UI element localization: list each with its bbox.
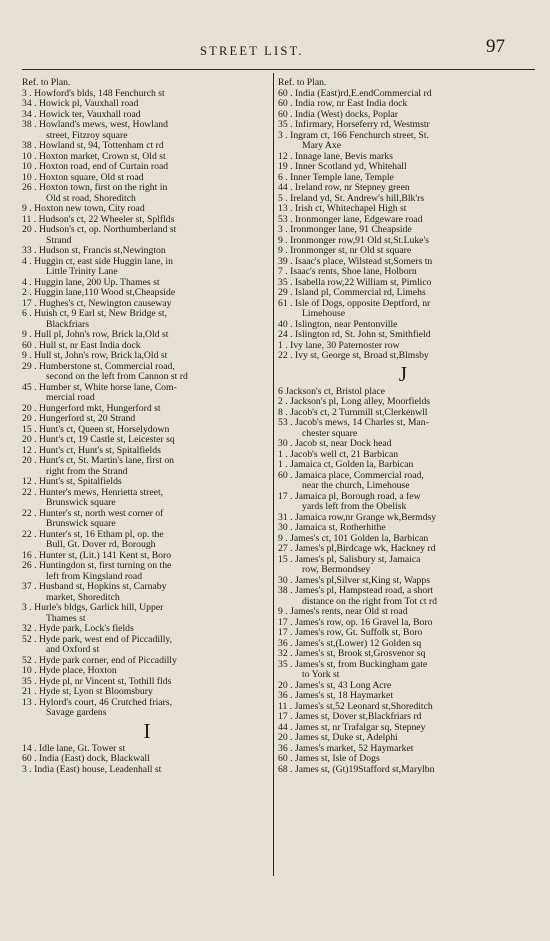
street-entry: 30 . Jamaica st, Rotherhithe: [278, 523, 386, 533]
header-rule: [22, 69, 535, 70]
street-entry: 35 . Hyde pl, nr Vincent st, Tothill flds: [22, 676, 172, 687]
street-entry: 36 . James's st, 18 Haymarket: [278, 691, 394, 701]
street-entry: 4 . Huggin lane, 200 Up. Thames st: [22, 277, 160, 288]
street-entry: 30 . Jacob st, near Dock head: [278, 439, 392, 449]
page-number: 97: [486, 36, 505, 57]
street-entry: 34 . Howick ter, Vauxhall road: [22, 109, 141, 120]
street-entry: 22 . Hunter's st, north west corner of: [22, 508, 164, 519]
street-entry: 19 . Inner Scotland yd, Whitehall: [278, 162, 407, 172]
street-entry: 6 Jackson's ct, Bristol place: [278, 386, 385, 397]
street-entry: 38 . Howland's mews, west, Howland: [22, 120, 168, 130]
street-entry: 60 . India (East)rd,E.endCommercial rd: [278, 88, 432, 99]
entry-continuation: left from Kingsland road: [46, 571, 143, 582]
street-entry: 38 . James's pl, Hampstead road, a short: [278, 586, 434, 596]
street-entry: 20 . Hunt's ct, 19 Castle st, Leicester sq: [22, 435, 175, 445]
street-entry: 60 . India (West) docks, Poplar: [278, 109, 399, 120]
street-entry: 35 . Infirmary, Horseferry rd, Westmstr: [278, 120, 430, 130]
column-divider: [273, 73, 274, 876]
street-entry: 5 . Ireland yd, St. Andrew's hill,Blk'rs: [278, 193, 425, 204]
entry-continuation: chester square: [302, 428, 358, 439]
page-header: [0, 36, 550, 62]
street-entry: 36 . James's market, 52 Haymarket: [278, 743, 414, 754]
street-entry: 17 . James's row, Gt. Suffolk st, Boro: [278, 628, 423, 638]
entry-continuation: Little Trinity Lane: [46, 267, 118, 277]
street-entry: 9 . Hull st, John's row, Brick la,Old st: [22, 351, 168, 361]
street-entry: 44 . James st, nr Trafalgar sq, Stepney: [278, 722, 426, 733]
street-entry: 8 . Jacob's ct, 2 Turnmill st,Clerkenwll: [278, 407, 428, 418]
entry-continuation: Thames st: [46, 613, 86, 624]
street-entry: 38 . Howland st, 94, Tottenham ct rd: [22, 141, 164, 151]
entry-continuation: Brunswick square: [46, 498, 116, 508]
entry-continuation: Savage gardens: [46, 708, 107, 718]
street-entry: 60 . India row, nr East India dock: [278, 99, 408, 109]
street-entry: 22 . Hunter's mews, Henrietta street,: [22, 487, 164, 498]
street-entry: 29 . Humberstone st, Commercial road,: [22, 361, 175, 372]
street-entry: 60 . India (East) dock, Blackwall: [22, 754, 150, 764]
street-entry: 39 . Isaac's place, Wilstead st,Somers tn: [278, 256, 433, 267]
street-entry: 34 . Howick pl, Vauxhall road: [22, 99, 139, 109]
street-entry: 32 . Hyde park, Lock's fields: [22, 624, 134, 634]
street-entry: 11 . Hudson's ct, 22 Wheeler st, Splflds: [22, 214, 175, 225]
entry-continuation: mercial road: [46, 393, 95, 403]
street-entry: 9 . Hull pl, John's row, Brick la,Old st: [22, 330, 169, 340]
street-entry: 26 . Huntingdon st, first turning on the: [22, 561, 172, 571]
street-entry: 3 . Howford's blds, 148 Fenchurch st: [22, 88, 165, 99]
street-entry: 12 . Hunt's st, Spitalfields: [22, 477, 122, 487]
street-entry: 26 . Hoxton town, first on the right in: [22, 183, 168, 193]
street-entry: 14 . Idle lane, Gt. Tower st: [22, 743, 126, 754]
entry-continuation: Blackfriars: [46, 319, 90, 330]
street-entry: 12 . Innage lane, Bevis marks: [278, 151, 393, 162]
street-entry: 53 . Ironmonger lane, Edgeware road: [278, 214, 423, 225]
entry-continuation: second on the left from Cannon st rd: [46, 372, 188, 382]
street-entry: 4 . Huggin ct, east side Huggin lane, in: [22, 256, 173, 267]
entry-continuation: and Oxford st: [46, 645, 100, 655]
entry-continuation: Bull, Gt. Dover rd, Borough: [46, 540, 156, 550]
street-entry: 1 . Jacob's well ct, 21 Barbican: [278, 449, 399, 460]
street-entry: 17 . James's row, op. 16 Gravel la, Boro: [278, 617, 433, 628]
street-entry: 40 . Islington, near Pentonville: [278, 319, 398, 330]
entry-continuation: market, Shoreditch: [46, 592, 120, 603]
street-entry: 13 . Hylord's court, 46 Crutched friars,: [22, 697, 172, 708]
street-entry: 32 . James's st, Brook st,Grosvenor sq: [278, 649, 426, 659]
street-entry: 24 . Islington rd, St. John st, Smithfield: [278, 330, 431, 340]
street-entry: 37 . Husband st, Hopkins st, Carnaby: [22, 582, 167, 592]
street-entry: 35 . Isabella row,22 William st, Pimlico: [278, 277, 432, 288]
entry-continuation: to York st: [302, 670, 340, 680]
street-entry: 3 . Ingram ct, 166 Fenchurch street, St.: [278, 130, 429, 141]
street-entry: 22 . Hunter's st, 16 Etham pl, op. the: [22, 529, 164, 540]
street-entry: 13 . Irish ct, Whitechapel High st: [278, 204, 407, 214]
street-entry: Ref. to Plan.: [22, 78, 71, 88]
street-entry: 10 . Hoxton square, Old st road: [22, 172, 144, 183]
street-entry: 45 . Humber st, White horse lane, Com-: [22, 382, 177, 393]
street-entry: 35 . James's st, from Buckingham gate: [278, 659, 428, 670]
street-entry: 16 . Hunter st, (Lit.) 141 Kent st, Boro: [22, 550, 172, 561]
street-entry: 9 . Ironmonger st, nr Old st square: [278, 246, 412, 256]
street-entry: 68 . James st, (Gt)19Stafford st,Marylbn: [278, 764, 435, 775]
entry-continuation: street, Fitzroy square: [46, 130, 128, 141]
street-entry: 33 . Hudson st, Francis st,Newington: [22, 246, 166, 256]
street-entry: 21 . Hyde st, Lyon st Bloomsbury: [22, 687, 153, 697]
street-entry: 10 . Hoxton market, Crown st, Old st: [22, 151, 166, 162]
street-entry: 9 . James's ct, 101 Golden la, Barbican: [278, 533, 429, 544]
street-entry: 61 . Isle of Dogs, opposite Deptford, nr: [278, 298, 431, 309]
street-entry: 3 . Hurle's bldgs, Garlick hill, Upper: [22, 603, 164, 613]
street-entry: 20 . James st, Duke st, Adelphi: [278, 733, 398, 743]
street-entry: 20 . Hungerford mkt, Hungerford st: [22, 403, 161, 414]
street-entry: 20 . Hunt's ct, St. Martin's lane, first on: [22, 456, 175, 466]
street-entry: 2 . Jackson's pl, Long alley, Moorfields: [278, 397, 431, 407]
street-entry: 60 . James st, Isle of Dogs: [278, 754, 380, 764]
entry-continuation: right from the Strand: [46, 466, 128, 477]
entry-continuation: row, Bermondsey: [302, 565, 371, 575]
street-entry: 1 . Jamaica ct, Golden la, Barbican: [278, 460, 414, 470]
street-entry: 52 . Hyde park, west end of Piccadilly,: [22, 634, 173, 645]
street-entry: 1 . Ivy lane, 30 Paternoster row: [278, 340, 400, 351]
right-column: [278, 78, 528, 775]
street-entry: 20 . Hungerford st, 20 Strand: [22, 414, 136, 424]
entry-continuation: Old st road, Shoreditch: [46, 193, 136, 204]
section-letter: J: [398, 361, 408, 386]
entry-continuation: Brunswick square: [46, 519, 116, 529]
running-title: STREET LIST.: [200, 44, 304, 58]
street-entry: 20 . Hudson's ct, op. Northumberland st: [22, 225, 177, 235]
street-entry: 10 . Hoxton road, end of Curtain road: [22, 162, 169, 172]
street-entry: 29 . Island pl, Commercial rd, Limehs: [278, 288, 426, 298]
street-entry: 3 . India (East) house, Leadenhall st: [22, 764, 162, 775]
street-entry: 17 . Hughes's ct, Newington causeway: [22, 298, 172, 309]
entry-continuation: Strand: [46, 235, 72, 246]
street-entry: 22 . Ivy st, George st, Broad st,Blmsby: [278, 351, 429, 361]
street-entry: 7 . Isaac's rents, Shoe lane, Holborn: [278, 267, 417, 277]
street-entry: 3 . Ironmonger lane, 91 Cheapside: [278, 225, 412, 235]
street-entry: 17 . Jamaica pl, Borough road, a few: [278, 491, 421, 502]
street-entry: 2 . Huggin lane,110 Wood st,Cheapside: [22, 288, 176, 298]
entry-continuation: yards left from the Obelisk: [302, 502, 407, 512]
street-entry: 60 . Hull st, nr East India dock: [22, 340, 141, 351]
street-entry: 6 . Inner Temple lane, Temple: [278, 172, 394, 183]
street-entry: 11 . James's st,52 Leonard st,Shoreditch: [278, 701, 433, 712]
street-entry: 52 . Hyde park corner, end of Piccadilly: [22, 655, 177, 666]
street-entry: 53 . Jacob's mews, 14 Charles st, Man-: [278, 418, 429, 428]
street-entry: 60 . Jamaica place, Commercial road,: [278, 470, 424, 481]
street-entry: 12 . Hunt's ct, Hunt's st, Spitalfields: [22, 445, 161, 456]
street-entry: 17 . James st, Dover st,Blackfriars rd: [278, 712, 422, 722]
street-entry: 15 . Hunt's ct, Queen st, Horselydown: [22, 424, 170, 435]
street-entry: 9 . Ironmonger row,91 Old st,St.Luke's: [278, 235, 429, 246]
entry-continuation: Mary Axe: [302, 141, 342, 151]
street-entry: 44 . Ireland row, nr Stepney green: [278, 183, 410, 193]
street-entry: 6 . Huish ct, 9 Earl st, New Bridge st,: [22, 309, 168, 319]
street-entry: 36 . James's st,(Lower) 12 Golden sq: [278, 638, 422, 649]
entry-continuation: distance on the right from Tot ct rd: [302, 596, 438, 607]
street-entry: 9 . Hoxton new town, City road: [22, 204, 145, 214]
entry-continuation: near the church, Limehouse: [302, 481, 410, 491]
street-entry: 10 . Hyde place, Hoxton: [22, 666, 117, 676]
section-letter: I: [143, 718, 151, 743]
street-entry: 30 . James's pl,Silver st,King st, Wapps: [278, 575, 431, 586]
entry-continuation: Limehouse: [302, 309, 346, 319]
street-entry: 9 . James's rents, near Old st road: [278, 607, 408, 617]
street-entry: 31 . Jamaica row,nr Grange wk,Bermdsy: [278, 512, 437, 523]
street-entry: Ref. to Plan.: [278, 78, 327, 88]
street-entry: 20 . James's st, 43 Long Acre: [278, 680, 392, 691]
left-column: [22, 78, 272, 775]
street-entry: 27 . James's pl,Birdcage wk, Hackney rd: [278, 544, 436, 554]
street-entry: 15 . James's pl, Salisbury st, Jamaica: [278, 554, 421, 565]
